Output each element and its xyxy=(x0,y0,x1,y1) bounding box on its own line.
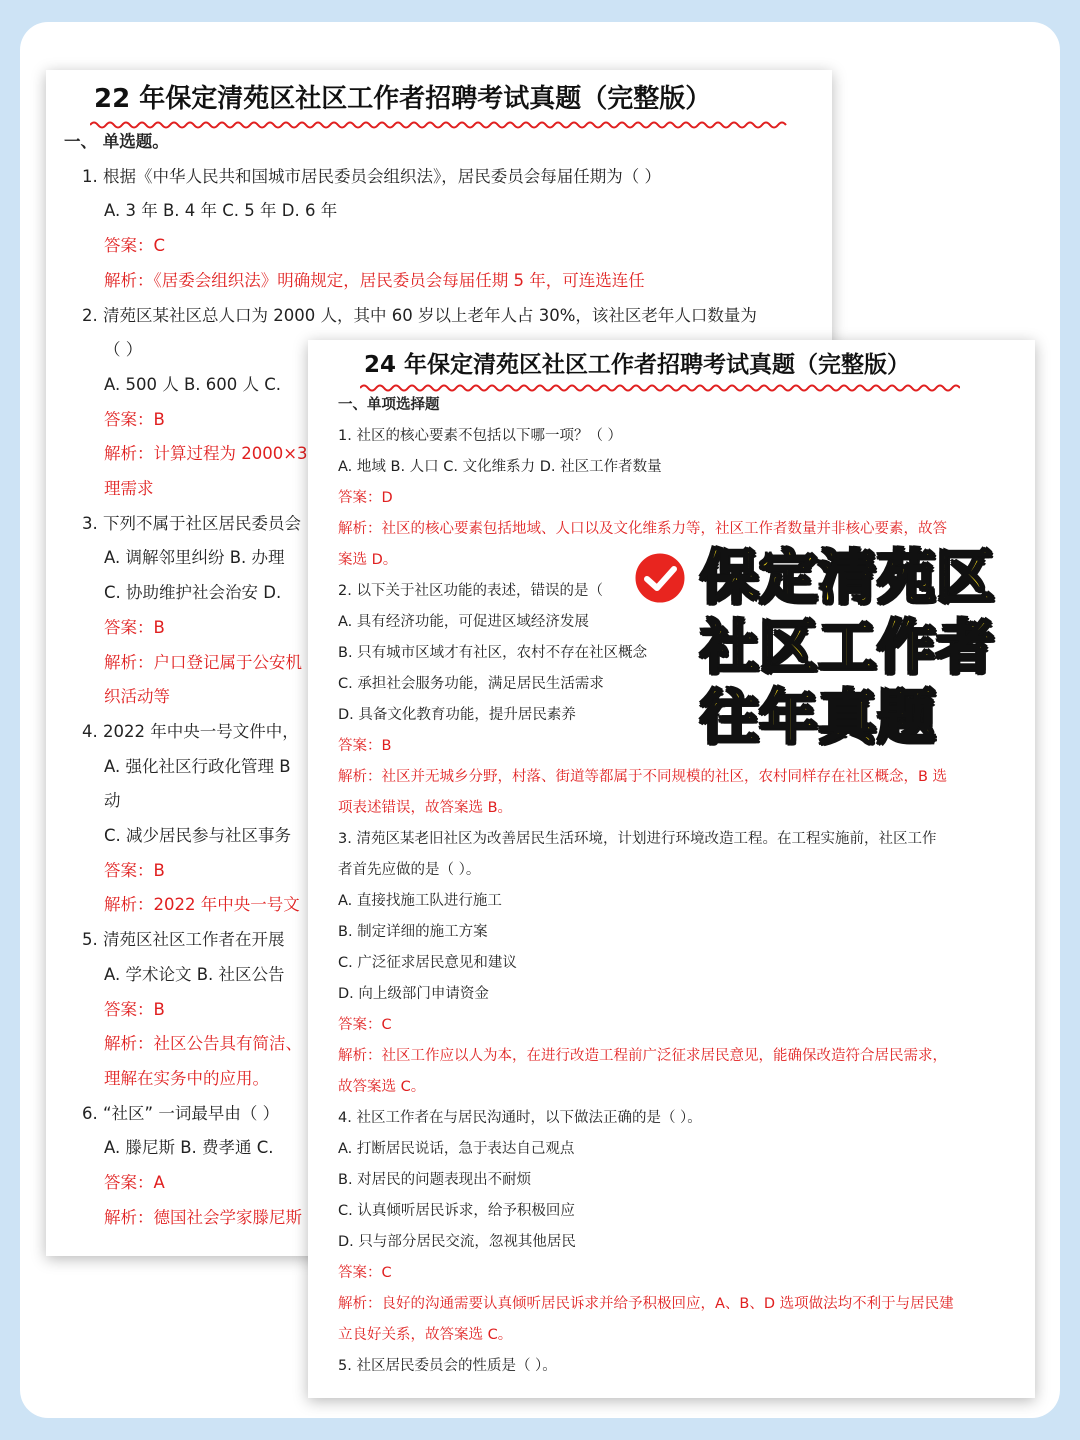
answer-line: 答案：C xyxy=(338,1265,392,1281)
question-line: 5. 社区居民委员会的性质是（ ）。 xyxy=(338,1358,557,1374)
title-underline-wavy xyxy=(360,383,960,393)
option-line: A. 3 年 B. 4 年 C. 5 年 D. 6 年 xyxy=(104,201,338,221)
question-line: 2. 以下关于社区功能的表述，错误的是（ xyxy=(338,583,603,599)
answer-line: 答案：B xyxy=(104,860,165,880)
answer-line: 故答案选 C。 xyxy=(338,1079,426,1095)
title-underline-wavy xyxy=(90,120,790,130)
option-line: A. 强化社区行政化管理 B xyxy=(104,756,291,776)
question-line: 1. 根据《中华人民共和国城市居民委员会组织法》，居民委员会每届任期为（ ） xyxy=(82,166,661,186)
question-line: 5. 清苑区社区工作者在开展 xyxy=(82,930,285,950)
answer-line: 解析：《居委会组织法》明确规定，居民委员会每届任期 5 年，可连选连任 xyxy=(104,270,645,290)
answer-line: 解析：良好的沟通需要认真倾听居民诉求并给予积极回应，A、B、D 选项做法均不利于与居民建 xyxy=(338,1296,954,1312)
option-line: B. 制定详细的施工方案 xyxy=(338,924,488,940)
answer-line: 答案：D xyxy=(338,490,393,506)
overlay-line-3: 往年真题 xyxy=(700,683,937,751)
question-line: 者首先应做的是（ ）。 xyxy=(338,862,481,878)
question-line: 3. 清苑区某老旧社区为改善居民生活环境，计划进行环境改造工程。在工程实施前，社区工作 xyxy=(338,831,937,847)
section-heading: 一、单项选择题 xyxy=(338,397,440,413)
answer-line: 答案：A xyxy=(104,1173,165,1192)
answer-line: 理需求 xyxy=(104,479,154,498)
option-line: A. 500 人 B. 600 人 C. xyxy=(104,374,282,394)
section-heading: 一、 单选题。 xyxy=(64,132,169,151)
answer-line: 立良好关系，故答案选 C。 xyxy=(338,1327,513,1343)
option-line: A. 学术论文 B. 社区公告 xyxy=(104,964,285,984)
option-line: A. 打断居民说话，急于表达自己观点 xyxy=(338,1141,575,1157)
check-icon xyxy=(632,550,688,606)
answer-line: 答案：B xyxy=(338,738,392,754)
exam-title-2024: 24 年保定清苑区社区工作者招聘考试真题（完整版） xyxy=(364,352,911,378)
answer-line: 解析：户口登记属于公安机 xyxy=(104,652,302,672)
exam-title-2022: 22 年保定清苑区社区工作者招聘考试真题（完整版） xyxy=(94,84,712,114)
answer-line: 解析：社区并无城乡分野，村落、街道等都属于不同规模的社区，农村同样存在社区概念，B 选 xyxy=(338,769,948,785)
option-line: B. 对居民的问题表现出不耐烦 xyxy=(338,1172,532,1188)
answer-line: 项表述错误，故答案选 B。 xyxy=(338,800,513,816)
option-line: A. 具有经济功能，可促进区域经济发展 xyxy=(338,614,589,630)
option-line: B. 只有城市区域才有社区，农村不存在社区概念 xyxy=(338,645,648,661)
option-line: C. 协助维护社会治安 D. xyxy=(104,583,282,603)
exam-sheet-2024 xyxy=(308,340,1035,1398)
answer-line: 答案：B xyxy=(104,999,165,1019)
question-line: 4. 2022 年中央一号文件中， xyxy=(82,721,299,741)
option-line: （ ） xyxy=(104,340,143,360)
answer-line: 织活动等 xyxy=(104,687,170,707)
answer-line: 答案：B xyxy=(104,617,165,637)
option-line: A. 调解邻里纠纷 B. 办理 xyxy=(104,548,285,568)
option-line: D. 向上级部门申请资金 xyxy=(338,986,489,1002)
answer-line: 答案：C xyxy=(338,1017,392,1033)
question-line: 3. 下列不属于社区居民委员会 xyxy=(82,513,301,533)
answer-line: 解析：计算过程为 2000×3 xyxy=(104,444,308,464)
answer-line: 解析：社区的核心要素包括地域、人口以及文化维系力等，社区工作者数量并非核心要素，故答 xyxy=(338,521,947,537)
option-line: C. 认真倾听居民诉求，给予积极回应 xyxy=(338,1203,575,1219)
option-line: D. 只与部分居民交流，忽视其他居民 xyxy=(338,1234,576,1250)
option-line: A. 地域 B. 人口 C. 文化维系力 D. 社区工作者数量 xyxy=(338,459,662,475)
answer-line: 解析：2022 年中央一号文 xyxy=(104,895,300,915)
overlay-line-1: 保定清苑区 xyxy=(700,543,996,611)
question-line: 1. 社区的核心要素不包括以下哪一项？（ ） xyxy=(338,428,623,444)
option-line: 动 xyxy=(104,791,121,811)
option-line: A. 直接找施工队进行施工 xyxy=(338,893,502,909)
answer-line: 答案：C xyxy=(104,236,166,256)
answer-line: 理解在实务中的应用。 xyxy=(104,1068,269,1088)
option-line: C. 减少居民参与社区事务 xyxy=(104,826,292,845)
question-line: 2. 清苑区某社区总人口为 2000 人，其中 60 岁以上老年人占 30%，该社区老年人口数量为 xyxy=(82,305,757,325)
answer-line: 解析：社区工作应以人为本，在进行改造工程前广泛征求居民意见，能确保改造符合居民需求， xyxy=(338,1048,947,1064)
question-line: 4. 社区工作者在与居民沟通时，以下做法正确的是（ ）。 xyxy=(338,1110,702,1126)
option-line: D. 具备文化教育功能，提升居民素养 xyxy=(338,707,576,723)
option-line: A. 滕尼斯 B. 费孝通 C. xyxy=(104,1138,274,1158)
option-line: C. 广泛征求居民意见和建议 xyxy=(338,955,517,971)
overlay-line-2: 社区工作者 xyxy=(700,613,996,681)
answer-line: 答案：B xyxy=(104,409,165,429)
answer-line: 解析：德国社会学家滕尼斯 xyxy=(104,1207,302,1227)
question-line: 6. “社区” 一词最早由（ ） xyxy=(82,1103,280,1123)
answer-line: 案选 D。 xyxy=(338,552,398,568)
option-line: C. 承担社会服务功能，满足居民生活需求 xyxy=(338,676,604,692)
answer-line: 解析：社区公告具有简洁、 xyxy=(104,1034,302,1054)
